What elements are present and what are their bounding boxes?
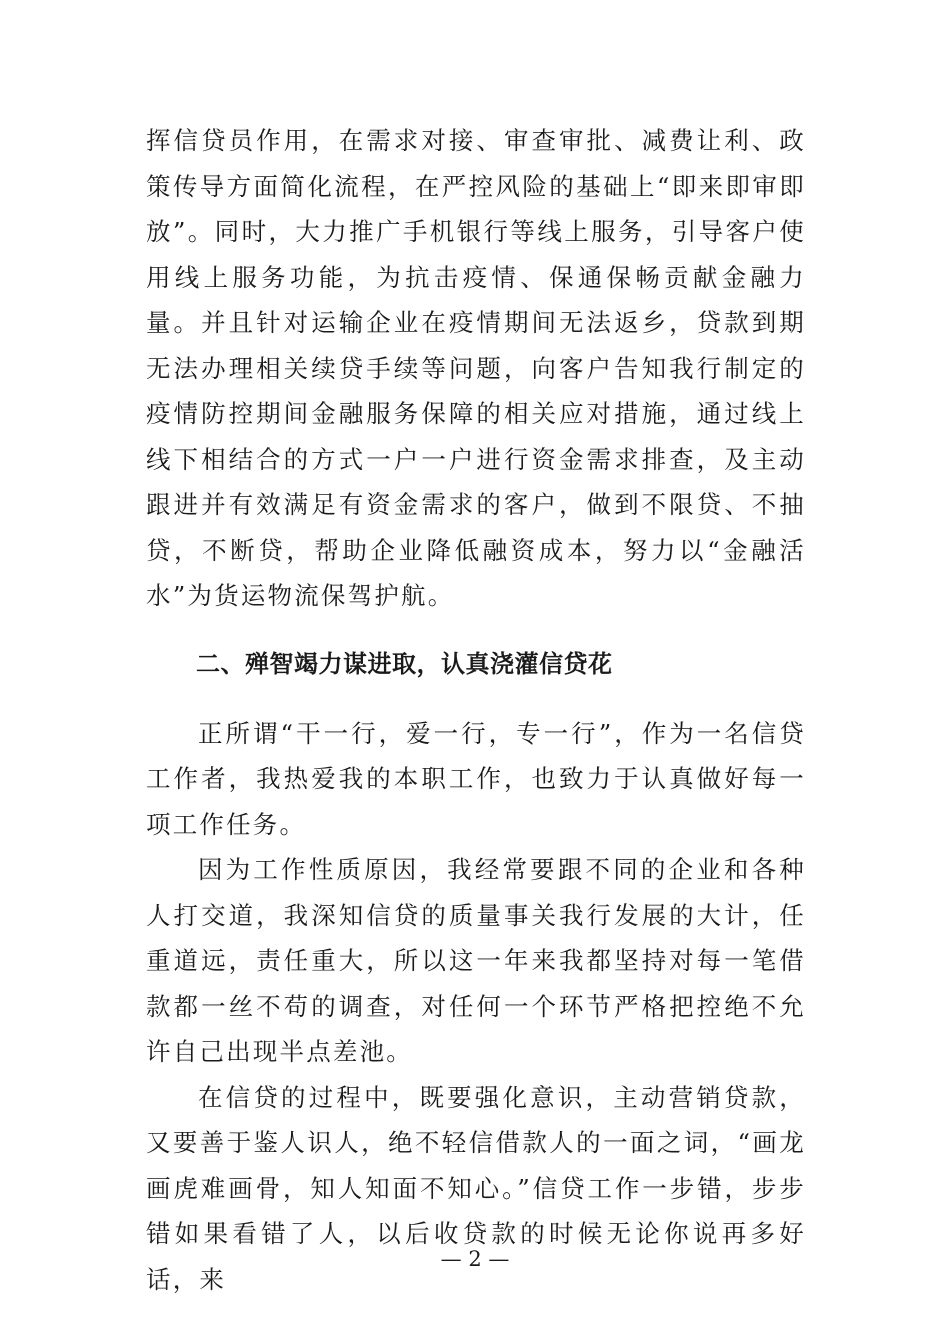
paragraph-quality: 因为工作性质原因，我经常要跟不同的企业和各种人打交道，我深知信贷的质量事关我行发展的大计，任重道远，责任重大，所以这一年来我都坚持对每一笔借款都一丝不苟的调查，对任何一个环节严格把控绝不允许自己出现半点差池。 <box>146 855 806 1066</box>
page-number: — 2 — <box>440 1247 510 1271</box>
paragraph-continuation: 挥信贷员作用，在需求对接、审查审批、减费让利、政策传导方面简化流程，在严控风险的基础上“即来即审即放”。同时，大力推广手机银行等线上服务，引导客户使用线上服务功能，为抗击疫情、保通保畅贡献金融力量。并且针对运输企业在疫情期间无法返乡，贷款到期无法办理相关续贷手续等问题，向客户告知我行制定的疫情防控期间金融服务保障的相关应对措施，通过线上线下相结合的方式一户一户进行资金需求排查，及主动跟进并有效满足有资金需求的客户，做到不限贷、不抽贷，不断贷，帮助企业降低融资成本，努力以“金融活水”为货运物流保驾护航。 <box>146 126 806 610</box>
paragraph-judgment: 在信贷的过程中，既要强化意识，主动营销贷款，又要善于鉴人识人，绝不轻信借款人的一面之词，“画龙画虎难画骨，知人知面不知心。”信贷工作一步错，步步错如果看错了人，以后收贷款的时候无论你说再多好话，来 <box>146 1082 806 1294</box>
paragraph-passion: 正所谓“干一行，爱一行，专一行”，作为一名信贷工作者，我热爱我的本职工作，也致力于认真做好每一项工作任务。 <box>146 718 806 839</box>
document-body <box>146 118 806 1302</box>
section-heading: 二、殚智竭力谋进取，认真浇灌信贷花 <box>196 649 613 678</box>
